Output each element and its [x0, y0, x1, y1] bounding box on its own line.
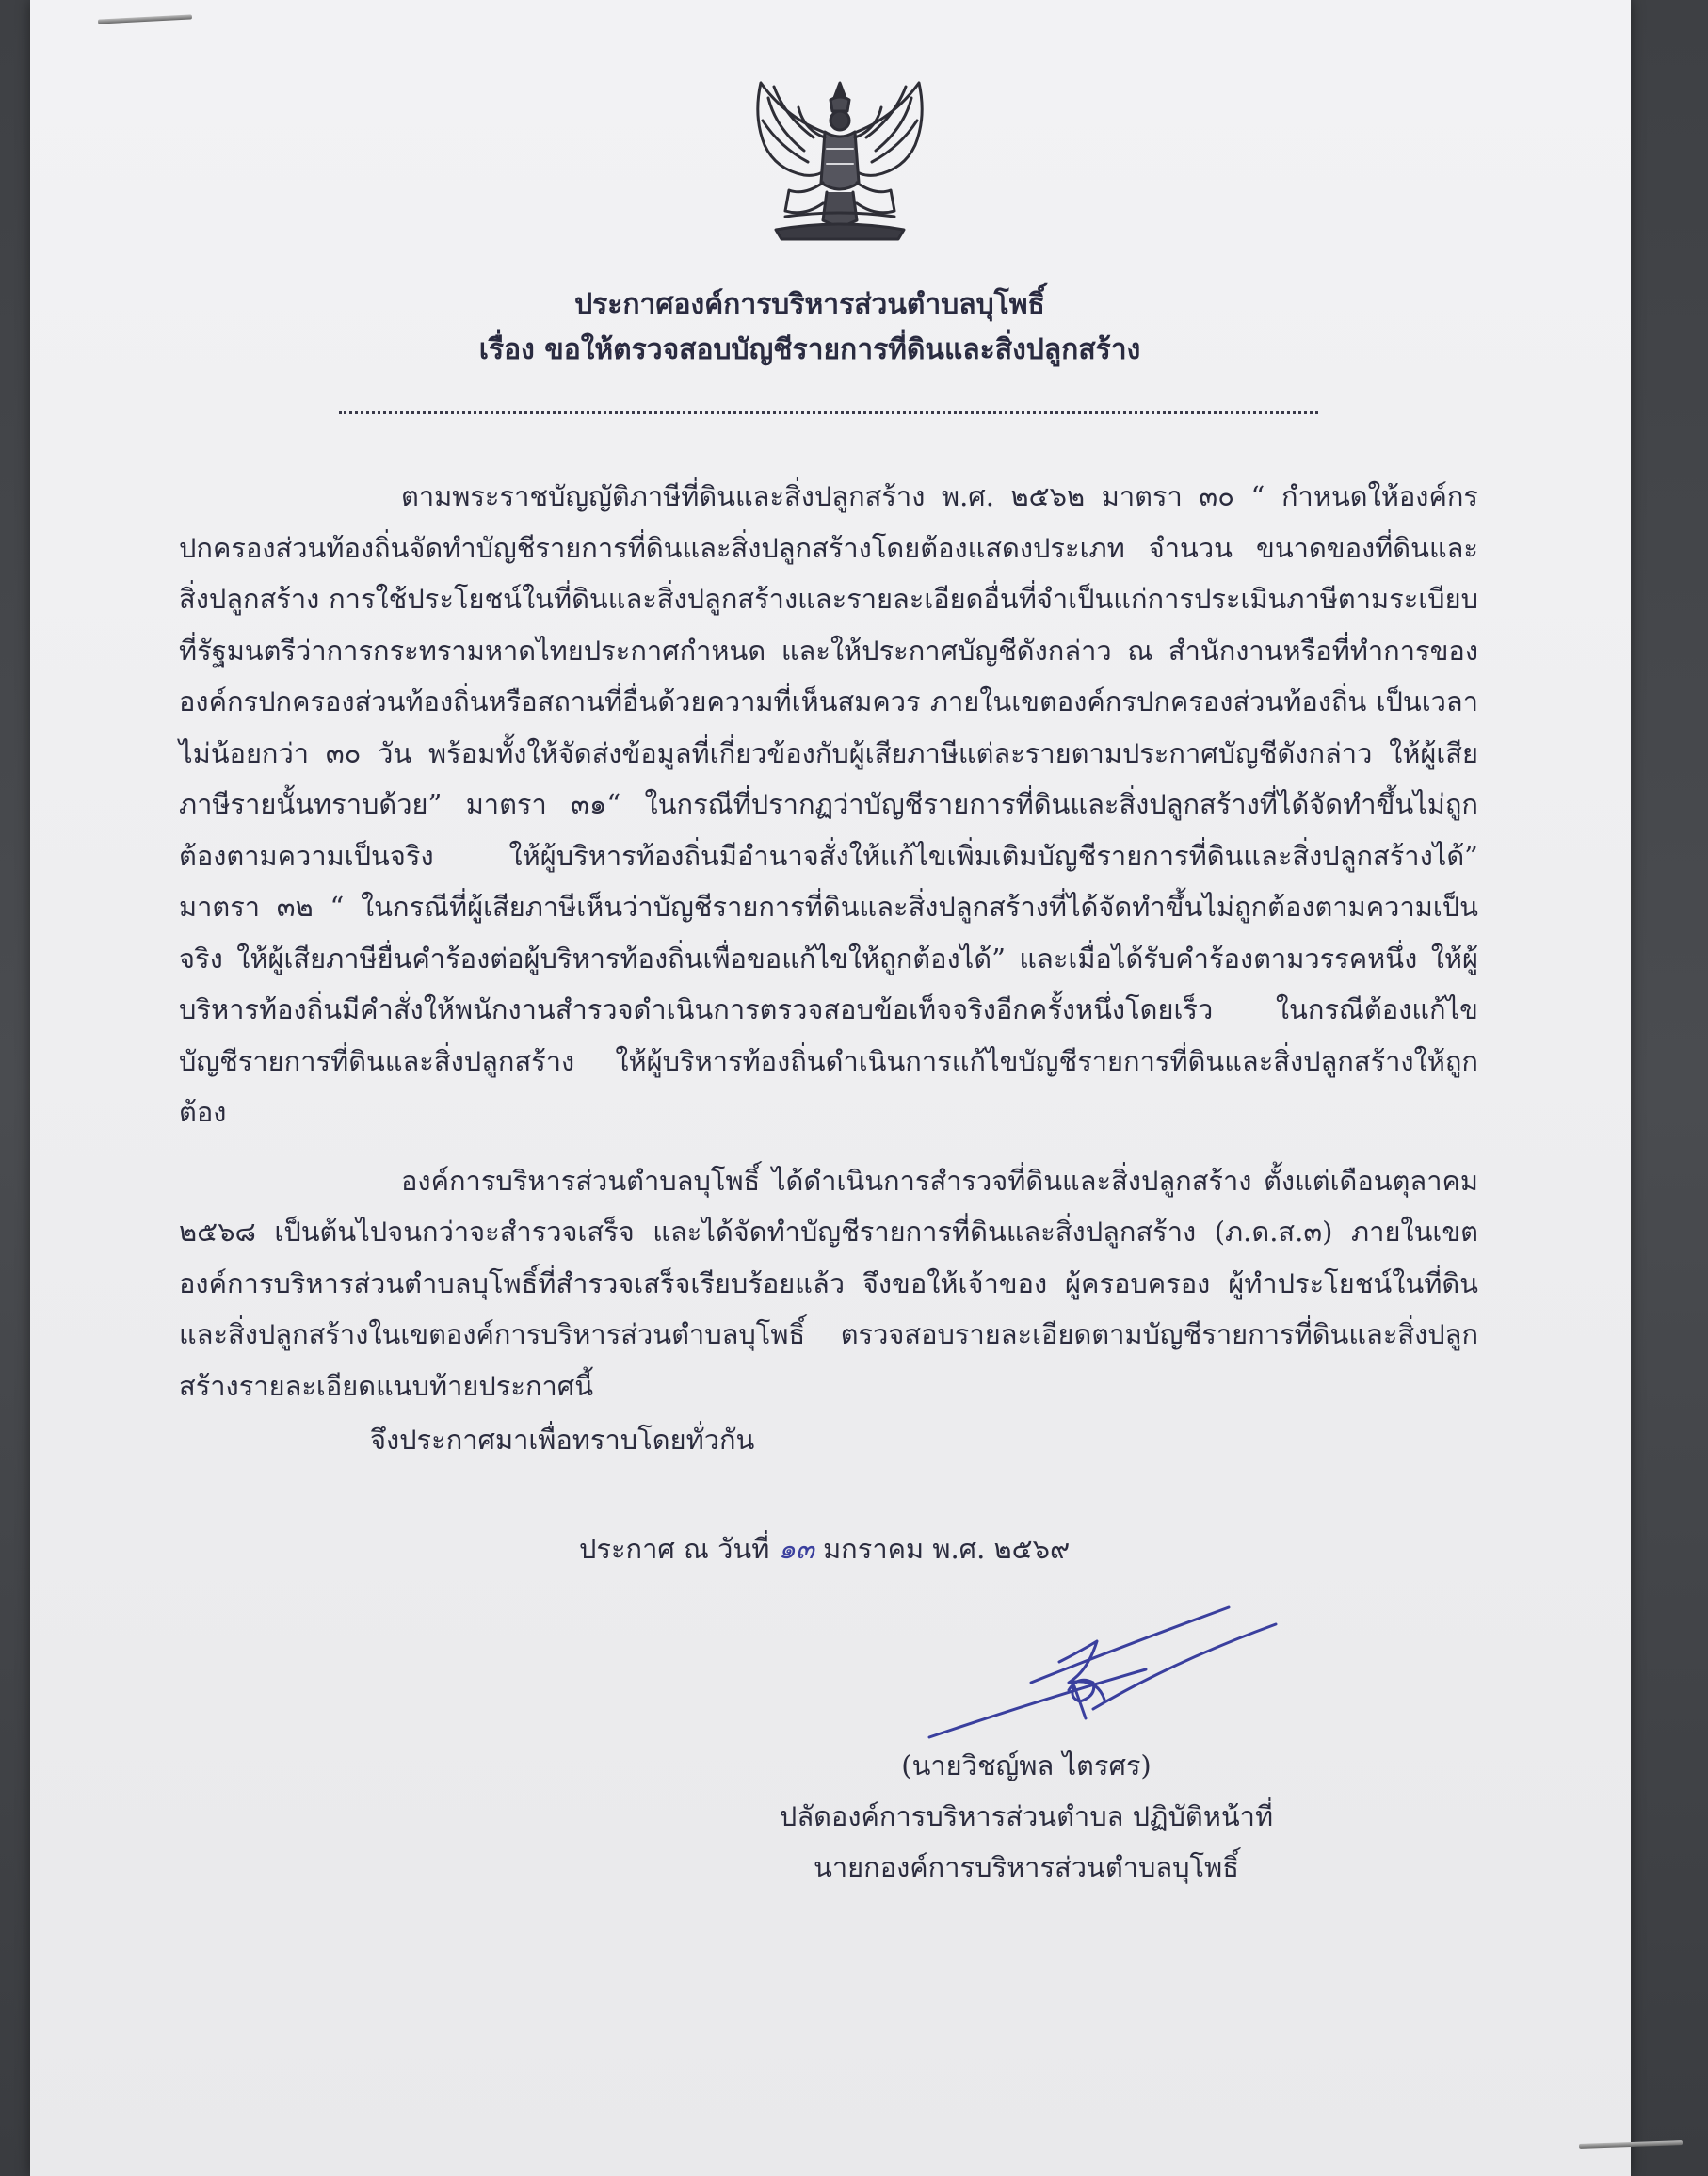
announcement-body: [179, 471, 1478, 1411]
signer-position-acting: นายกองค์การบริหารส่วนตำบลบุโพธิ์: [814, 1851, 1239, 1883]
staple-top: [98, 14, 192, 24]
staple-bottom: [1579, 2140, 1683, 2149]
announcement-header: [282, 282, 1337, 373]
announcement-subject: เรื่อง ขอให้ตรวจสอบบัญชีรายการที่ดินและสิ่งปลูกสร้าง: [478, 333, 1141, 366]
date-prefix: ประกาศ ณ วันที่: [579, 1533, 770, 1565]
garuda-emblem-icon: [748, 79, 932, 241]
body-paragraph-law: ตามพระราชบัญญัติภาษีที่ดินและสิ่งปลูกสร้าง พ.ศ. ๒๕๖๒ มาตรา ๓๐ “ กำหนดให้องค์กรปกครองส่วนท้องถิ่นจัดทำบัญชีรายการที่ดินและสิ่งปลูกสร้างโดยต้องแสดงประเภท จำนวน ขนาดของที่ดินและสิ่งปลูกสร้าง การใช้ประโยชน์ในที่ดินและสิ่งปลูกสร้างและรายละเอียดอื่นที่จำเป็นแก่การประเมินภาษีตามระเบียบที่รัฐมนตรีว่าการกระทรามหาดไทยประกาศกำหนด และให้ประกาศบัญชีดังกล่าว ณ สำนักงานหรือที่ทำการขององค์กรปกครองส่วนท้องถิ่นหรือสถานที่อื่นด้วยความที่เห็นสมควร ภายในเขตองค์กรปกครองส่วนท้องถิ่น เป็นเวลาไม่น้อยกว่า ๓๐ วัน พร้อมทั้งให้จัดส่งข้อมูลที่เกี่ยวข้องกับผู้เสียภาษีแต่ละรายตามประกาศบัญชีดังกล่าว ให้ผู้เสียภาษีรายนั้นทราบด้วย” มาตรา ๓๑“ ในกรณีที่ปรากฏว่าบัญชีรายการที่ดินและสิ่งปลูกสร้างที่ได้จัดทำขึ้นไม่ถูกต้องตามความเป็นจริง ให้ผู้บริหารท้องถิ่นมีอำนาจสั่งให้แก้ไขเพิ่มเติมบัญชีรายการที่ดินและสิ่งปลูกสร้างได้” มาตรา ๓๒ “ ในกรณีที่ผู้เสียภาษีเห็นว่าบัญชีรายการที่ดินและสิ่งปลูกสร้างที่ได้จัดทำขึ้นไม่ถูกต้องตามความเป็นจริง ให้ผู้เสียภาษียื่นคำร้องต่อผู้บริหารท้องถิ่นเพื่อขอแก้ไขให้ถูกต้องได้” และเมื่อได้รับคำร้องตามวรรคหนึ่ง ให้ผู้บริหารท้องถิ่นมีคำสั่งให้พนักงานสำรวจดำเนินการตรวจสอบข้อเท็จจริงอีกครั้งหนึ่งโดยเร็ว ในกรณีต้องแก้ไขบัญชีรายการที่ดินและสิ่งปลูกสร้าง ให้ผู้บริหารท้องถิ่นดำเนินการแก้ไขบัญชีรายการที่ดินและสิ่งปลูกสร้างให้ถูกต้อง: [179, 480, 1478, 1128]
signer-position: ปลัดองค์การบริหารส่วนตำบล ปฏิบัติหน้าที่: [779, 1800, 1274, 1832]
announcement-date: [579, 1527, 1070, 1571]
closing-statement: จึงประกาศมาเพื่อทราบโดยทั่วกัน: [370, 1424, 755, 1456]
date-suffix: มกราคม พ.ศ. ๒๕๖๙: [823, 1533, 1071, 1565]
body-paragraph-survey: องค์การบริหารส่วนตำบลบุโพธิ์ ได้ดำเนินการสำรวจที่ดินและสิ่งปลูกสร้าง ตั้งแต่เดือนตุลาคม ๒๕๖๘ เป็นต้นไปจนกว่าจะสำรวจเสร็จ และได้จัดทำบัญชีรายการที่ดินและสิ่งปลูกสร้าง (ภ.ด.ส.๓) ภายในเขตองค์การบริหารส่วนตำบลบุโพธิ์ที่สำรวจเสร็จเรียบร้อยแล้ว จึงขอให้เจ้าของ ผู้ครอบครอง ผู้ทำประโยชน์ในที่ดินและสิ่งปลูกสร้างในเขตองค์การบริหารส่วนตำบลบุโพธิ์ ตรวจสอบรายละเอียดตามบัญชีรายการที่ดินและสิ่งปลูกสร้างรายละเอียดแนบท้ายประกาศนี้: [179, 1164, 1478, 1402]
announcement-title: ประกาศองค์การบริหารส่วนตำบลบุโพธิ์: [574, 288, 1045, 321]
signer-name: (นายวิชญ์พล ไตรศร): [901, 1749, 1152, 1781]
date-day-handwritten: ๑๓: [778, 1533, 814, 1565]
signer-block: [734, 1740, 1318, 1893]
header-divider: [339, 411, 1318, 414]
